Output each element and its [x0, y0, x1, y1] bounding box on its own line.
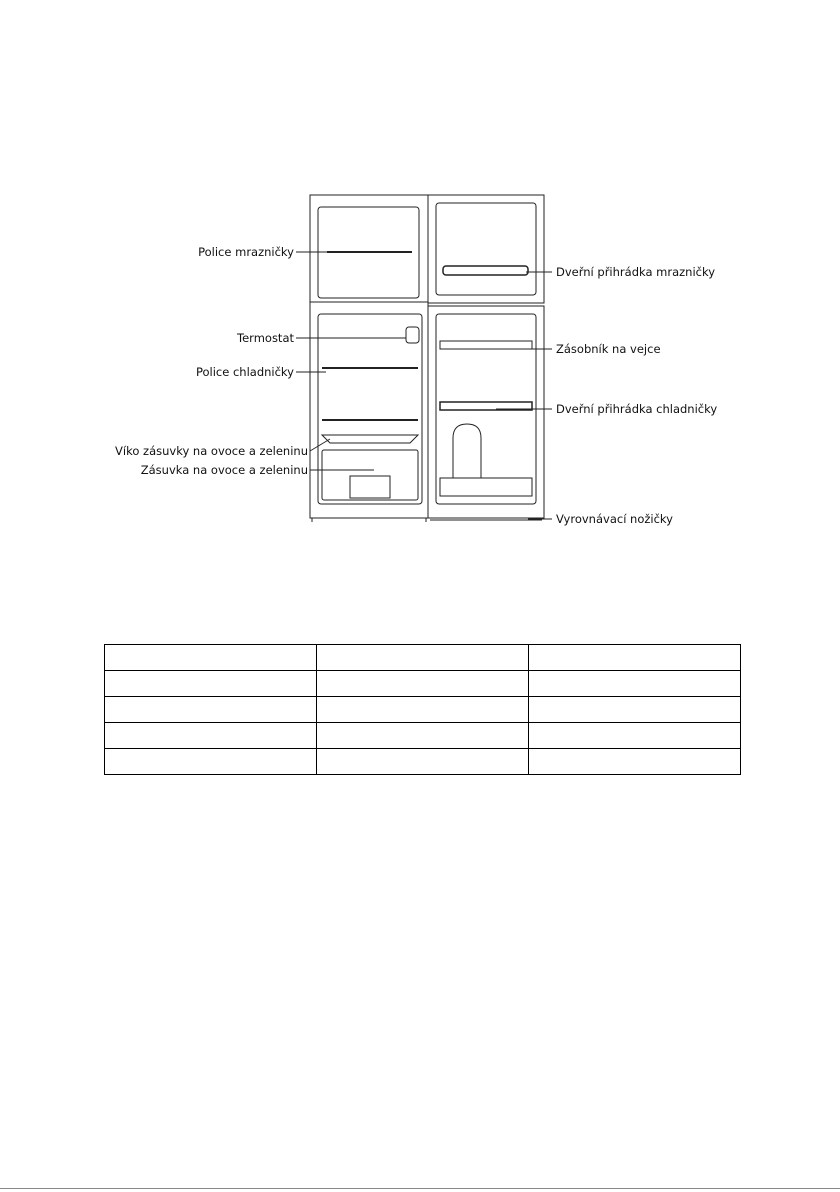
- table-cell: [105, 697, 317, 723]
- parts-table: [104, 644, 741, 775]
- label-egg-tray: Zásobník na vejce: [556, 342, 661, 356]
- table-cell: [105, 723, 317, 749]
- table-cell: [105, 671, 317, 697]
- label-fridge-door-rack: Dveřní přihrádka chladničky: [556, 402, 718, 416]
- table-cell: [529, 723, 741, 749]
- label-freezer-shelf: Police mrazničky: [198, 245, 294, 259]
- egg-tray: [440, 341, 532, 349]
- table-row: [105, 671, 741, 697]
- label-leveling-feet: Vyrovnávací nožičky: [556, 512, 673, 526]
- table-cell: [317, 697, 529, 723]
- freezer-door-rack: [443, 266, 528, 275]
- label-fridge-shelf: Police chladničky: [195, 365, 294, 379]
- table-row: [105, 697, 741, 723]
- table-cell: [105, 645, 317, 671]
- fridge-door: [428, 306, 544, 518]
- table-row: [105, 749, 741, 775]
- freezer-door: [428, 195, 544, 303]
- table-row: [105, 723, 741, 749]
- table-cell: [529, 671, 741, 697]
- page-bottom-rule: [0, 1188, 840, 1189]
- crisper-cover: [322, 435, 418, 443]
- table-cell: [317, 723, 529, 749]
- table-cell: [105, 749, 317, 775]
- table-cell: [529, 645, 741, 671]
- crisper-drawer: [322, 450, 418, 500]
- bottle-rack: [453, 424, 481, 478]
- table-row: [105, 645, 741, 671]
- table-cell: [529, 749, 741, 775]
- table-cell: [317, 749, 529, 775]
- table-cell: [317, 645, 529, 671]
- table-cell: [317, 671, 529, 697]
- thermostat-box: [406, 327, 419, 343]
- label-crisper-drawer: Zásuvka na ovoce a zeleninu: [140, 463, 308, 477]
- table-cell: [529, 697, 741, 723]
- label-crisper-cover: Víko zásuvky na ovoce a zeleninu: [115, 444, 308, 458]
- label-freezer-door-rack: Dveřní přihrádka mrazničky: [556, 265, 716, 279]
- label-thermostat: Termostat: [237, 331, 294, 345]
